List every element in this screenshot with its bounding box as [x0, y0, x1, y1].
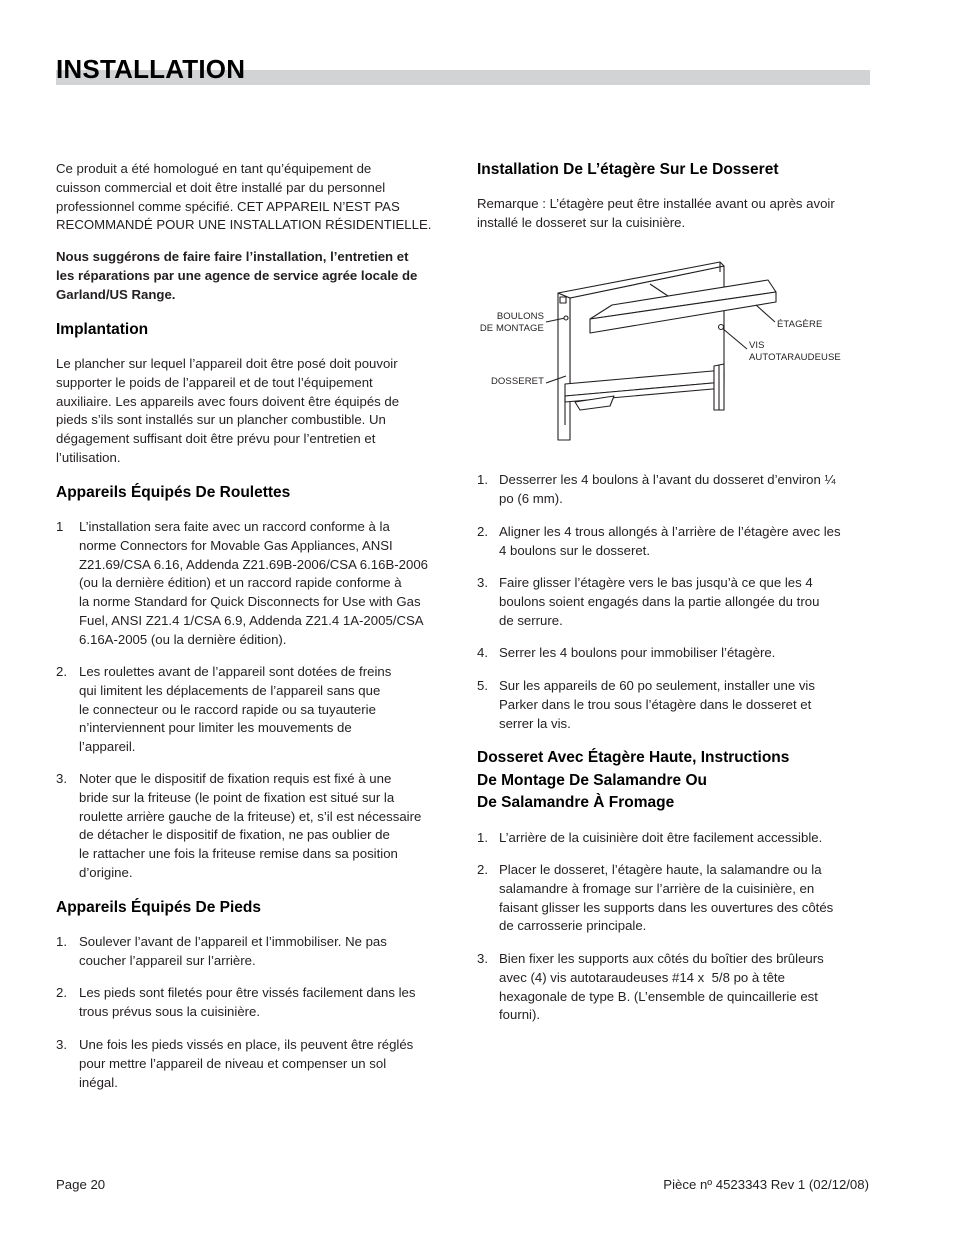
list-text: Desserrer les 4 boulons à l’avant du dosseret d’environ ¼ po (6 mm).: [499, 472, 836, 506]
screw-marker: [719, 325, 724, 330]
label-boulons: BOULONS DE MONTAGE: [479, 311, 544, 334]
list-number: 3.: [477, 951, 488, 966]
heading-salamandre: Dosseret Avec Étagère Haute, Instructions De Montage De Salamandre Ou De Salamandre À Fromage: [477, 749, 790, 812]
list-text: Aligner les 4 trous allongés à l’arrière de l’étagère avec les 4 boulons sur le dosseret.: [499, 524, 841, 558]
implantation-paragraph: Le plancher sur lequel l’appareil doit être posé doit pouvoir supporter le poids de l’appareil et de tout l’équipement auxiliaire. Les appareils avec fours doivent être équipés de pieds s’ils sont installés sur un plancher combustible. Un dégagement suffisant doit être prévu pour l’entretien et l’utilisation.: [56, 356, 400, 465]
heading-implantation: Implantation: [56, 321, 149, 338]
list-text: Placer le dosseret, l’étagère haute, la salamandre ou la salamandre à fromage sur l’arrière de la cuisinière, en faisant glisser les supports dans les ouvertures des côtés de carrosserie principale.: [499, 862, 834, 934]
heading-pieds: Appareils Équipés De Pieds: [56, 899, 262, 916]
remark-paragraph: Remarque : L’étagère peut être installée avant ou après avoir installé le dosseret sur la cuisinière.: [477, 196, 835, 230]
intro-paragraph: Ce produit a été homologué en tant qu’équipement de cuisson commercial et doit être installé par du personnel professionnel comme spécifié. CET APPAREIL N’EST PAS RECOMMANDÉ POUR UNE INSTALLATION RÉSIDENTIELLE.: [56, 161, 432, 233]
list-number: 3.: [56, 1037, 67, 1052]
list-number: 1.: [477, 830, 488, 845]
list-number: 3.: [56, 771, 67, 786]
list-text: L’arrière de la cuisinière doit être facilement accessible.: [499, 830, 823, 845]
service-notice: Nous suggérons de faire faire l’installation, l’entretien et les réparations par une agence de service agrée locale de Garland/US Range.: [56, 249, 418, 302]
list-number: 5.: [477, 678, 488, 693]
label-vis: VIS AUTOTARAUDEUSE: [749, 340, 841, 363]
list-text: L’installation sera faite avec un raccord conforme à la norme Connectors for Movable Gas Appliances, ANSI Z21.69/CSA 6.16, Addenda Z21.69B-2006/CSA 6.16B-2006 (ou la dernière édition) et un raccord rapide conforme à la norme Standard for Quick Disconnects for Use with Gas Fuel, ANSI Z21.4 1/CSA 6.9, Addenda Z21.4 1A-2005/CSA 6.16A-2005 (ou la dernière édition).: [79, 519, 428, 647]
list-number: 2.: [56, 985, 67, 1000]
list-text: Une fois les pieds vissés en place, ils peuvent être réglés pour mettre l’appareil de niveau et compenser un sol inégal.: [79, 1037, 414, 1090]
list-number: 2.: [56, 664, 67, 679]
list-number: 1.: [56, 934, 67, 949]
heading-roulettes: Appareils Équipés De Roulettes: [56, 484, 291, 501]
list-text: Soulever l’avant de l’appareil et l’immobiliser. Ne pas coucher l’appareil sur l’arrière.: [79, 934, 387, 968]
list-number: 2.: [477, 862, 488, 877]
page-number: Page 20: [56, 1177, 106, 1192]
list-number: 4.: [477, 645, 488, 660]
backsplash-left-edge: [558, 293, 570, 440]
part-number: Pièce nº 4523343 Rev 1 (02/12/08): [663, 1177, 869, 1192]
bolt-marker: [564, 316, 568, 320]
list-number: 1: [56, 519, 64, 534]
heading-etagere: Installation De L’étagère Sur Le Dosseret: [477, 161, 779, 178]
list-number: 1.: [477, 472, 488, 487]
list-text: Sur les appareils de 60 po seulement, installer une vis Parker dans le trou sous l’étagère dans le dosseret et serrer la vis.: [499, 678, 815, 731]
list-number: 3.: [477, 575, 488, 590]
list-number: 2.: [477, 524, 488, 539]
label-etagere: ÉTAGÈRE: [777, 319, 823, 330]
list-text: Serrer les 4 boulons pour immobiliser l’étagère.: [499, 645, 776, 660]
page-title: INSTALLATION: [56, 54, 246, 84]
list-text: Bien fixer les supports aux côtés du boîtier des brûleurs avec (4) vis autotaraudeuses #14 x 5/8 po à tête hexagonale de type B. (L’ensemble de quincaillerie est fourni).: [499, 951, 824, 1023]
list-text: Les pieds sont filetés pour être vissés facilement dans les trous prévus sous la cuisinière.: [79, 985, 416, 1019]
list-text: Noter que le dispositif de fixation requis est fixé à une bride sur la friteuse (le point de fixation est situé sur la roulette arrière gauche de la friteuse) et, s’il est nécessaire de détacher le dispositif de fixation, ne pas oublier de le rattacher une fois la friteuse remise dans sa position d’origine.: [79, 771, 422, 880]
label-dosseret: DOSSERET: [490, 376, 544, 387]
list-text: Les roulettes avant de l’appareil sont dotées de freins qui limitent les déplacements de l’appareil sans que le connecteur ou le raccord rapide ou sa tuyauterie n’interviennent pour limiter les mouvements de l’appareil.: [79, 664, 392, 755]
list-text: Faire glisser l’étagère vers le bas jusqu’à ce que les 4 boulons soient engagés dans la partie allongée du trou de serrure.: [499, 575, 820, 628]
